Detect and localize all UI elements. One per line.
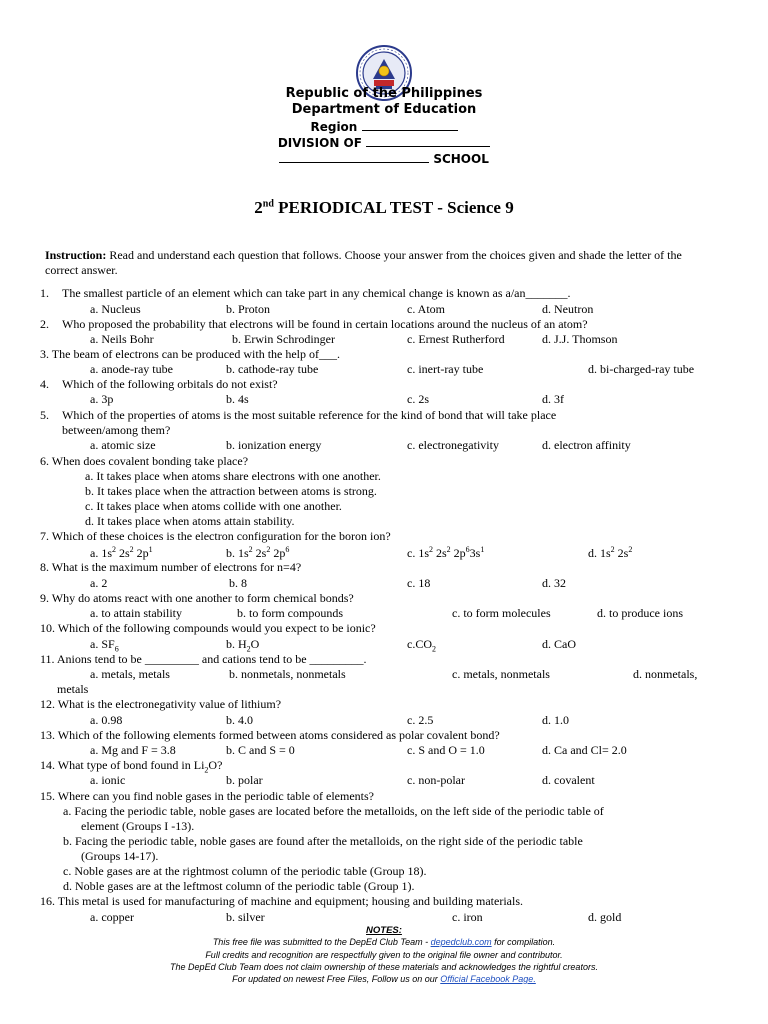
choice-b: b. nonmetals, nonmetals (229, 667, 346, 681)
question-text: 3. The beam of electrons can be produced with the help of___. (40, 347, 341, 361)
notes-line-2: Full credits and recognition are respectfully given to the original file owner and contributor. (205, 950, 563, 960)
choice-a: a. atomic size (90, 438, 156, 452)
question-text: The smallest particle of an element which can take part in any chemical change is known as a/an_______. (62, 286, 571, 300)
instruction (45, 248, 705, 278)
choice-d: d. J.J. Thomson (542, 332, 618, 346)
choice-c: c. electronegativity (407, 438, 499, 452)
choice-a: a. Nucleus (90, 302, 141, 316)
division-label: DIVISION OF (277, 136, 362, 150)
question-text: 10. Which of the following compounds would you expect to be ionic? (40, 621, 376, 635)
choice-b: b. $H_2O$ (226, 637, 260, 654)
depedclub-link[interactable]: depedclub.com (430, 937, 492, 947)
choice-d: d. It takes place when atoms attain stability. (85, 514, 295, 528)
choice-a: a. ionic (90, 773, 126, 787)
choice-c: c. S and O = 1.0 (407, 743, 485, 757)
choice-b: b. Proton (226, 302, 271, 316)
choice-c: c. Ernest Rutherford (407, 332, 505, 346)
choice-b: b. cathode-ray tube (226, 362, 319, 376)
choice-b: b. 4.0 (226, 713, 253, 727)
question-number: 4. (40, 377, 49, 391)
choice-d: d. bi-charged-ray tube (588, 362, 695, 376)
choice-a: a. Neils Bohr (90, 332, 154, 346)
notes-text: for compilation. (491, 937, 556, 947)
question-text: Which of the properties of atoms is the most suitable reference for the kind of bond that will take place (62, 408, 557, 422)
question-text: 11. Anions tend to be _________ and cations tend to be _________. (40, 652, 367, 666)
choice-b: b. It takes place when the attraction between atoms is strong. (85, 484, 377, 498)
instruction-label: Instruction: (45, 248, 107, 262)
choice-d: d. to produce ions (597, 606, 683, 620)
choice-b: b. Erwin Schrodinger (232, 332, 335, 346)
choice-b-continued: (Groups 14-17). (81, 849, 159, 863)
choice-d: d. CaO (542, 637, 576, 651)
choice-c: c. $1s^2$ $2s^2$ $2p^63s^1$ (407, 545, 485, 560)
choice-d: d. 32 (542, 576, 566, 590)
choice-c: c. Noble gases are at the rightmost column of the periodic table (Group 18). (63, 864, 427, 878)
choice-d: d. Noble gases are at the leftmost column of the periodic table (Group 1). (63, 879, 415, 893)
choice-b: b. Facing the periodic table, noble gases are found after the metalloids, on the right side of the periodic table (63, 834, 583, 848)
choice-c: c. 2s (407, 392, 429, 406)
choice-b: b. C and S = 0 (226, 743, 295, 757)
choice-c: c. metals, nonmetals (452, 667, 550, 681)
question-text-part: 14. What type of bond found in Li (40, 758, 205, 772)
choice-b: b. 8 (229, 576, 247, 590)
choice-a: a. anode-ray tube (90, 362, 173, 376)
choice-d: d. 3f (542, 392, 564, 406)
question-text: 15. Where can you find noble gases in the periodic table of elements? (40, 789, 374, 803)
facebook-page-link[interactable]: Official Facebook Page. (440, 974, 536, 984)
question-text: 12. What is the electronegativity value of lithium? (40, 697, 282, 711)
choice-c: c. iron (452, 910, 483, 924)
choice-a-continued: element (Groups I -13). (81, 819, 195, 833)
question-text: 7. Which of these choices is the electron configuration for the boron ion? (40, 529, 391, 543)
choice-a: a. $SF_6$ (90, 637, 119, 654)
choice-a: a. to attain stability (90, 606, 182, 620)
region-line (0, 119, 768, 134)
school-blank (279, 151, 429, 163)
choice-b: b. to form compounds (237, 606, 343, 620)
question-text: 6. When does covalent bonding take place? (40, 454, 249, 468)
choice-c: c. Atom (407, 302, 445, 316)
question-text-part: O? (208, 758, 223, 772)
question-number: 2. (40, 317, 49, 331)
choice-d: d. gold (588, 910, 622, 924)
choice-c: c. to form molecules (452, 606, 551, 620)
question-text: 16. This metal is used for manufacturing of machine and equipment; housing and building materials. (40, 894, 524, 908)
choice-b: b. polar (226, 773, 263, 787)
choice-a: a. copper (90, 910, 134, 924)
title-ordinal-suffix: nd (262, 198, 274, 210)
notes-line-4 (0, 974, 768, 984)
notes-text: This free file was submitted to the DepEd Club Team - (212, 937, 431, 947)
choice-c: $c.CO_2$ (407, 637, 436, 654)
choice-c: c. It takes place when atoms collide with one another. (85, 499, 342, 513)
choice-a: a. 3p (90, 392, 114, 406)
division-line (0, 135, 768, 150)
choice-a: a. 0.98 (90, 713, 123, 727)
department-heading: Department of Education (291, 102, 477, 117)
question-text (40, 758, 222, 777)
notes-heading: NOTES: (366, 925, 402, 936)
choice-c: c. 18 (407, 576, 431, 590)
question-text-continued: between/among them? (62, 423, 171, 437)
region-label: Region (310, 120, 358, 134)
question-text: 8. What is the maximum number of electrons for n=4? (40, 560, 302, 574)
question-text: 9. Why do atoms react with one another to form chemical bonds? (40, 591, 354, 605)
test-title (0, 198, 768, 218)
choice-b: b. 4s (226, 392, 249, 406)
choice-a: a. Facing the periodic table, noble gases are located before the metalloids, on the left side of the periodic table of (63, 804, 604, 818)
notes-line-1 (0, 937, 768, 947)
notes-text: For updated on newest Free Files, Follow us on our (232, 974, 441, 984)
instruction-text: Read and understand each question that follows. Choose your answer from the choices given and shade the letter of the correct answer. (45, 248, 682, 277)
choice-a: a. 2 (90, 576, 108, 590)
question-number: 5. (40, 408, 49, 422)
choice-a: a. It takes place when atoms share electrons with one another. (85, 469, 381, 483)
choice-c: c. non-polar (407, 773, 465, 787)
choice-b: b. ionization energy (226, 438, 322, 452)
question-text: 13. Which of the following elements formed between atoms considered as polar covalent bond? (40, 728, 500, 742)
school-line (0, 151, 768, 166)
choice-d: d. covalent (542, 773, 595, 787)
question-text: Who proposed the probability that electrons will be found in certain locations around the nucleus of an atom? (62, 317, 588, 331)
choice-d: d. Ca and Cl= 2.0 (542, 743, 627, 757)
choice-d: d. Neutron (542, 302, 594, 316)
subscript: 2 (204, 765, 209, 775)
title-ordinal: 2 (254, 198, 263, 217)
question-text: Which of the following orbitals do not exist? (62, 377, 278, 391)
choice-d-continued: metals (57, 682, 89, 696)
choice-a: a. Mg and F = 3.8 (90, 743, 176, 757)
question-number: 1. (40, 286, 49, 300)
choice-c: c. inert-ray tube (407, 362, 484, 376)
republic-heading: Republic of the Philippines (285, 86, 483, 101)
choice-b: b. silver (226, 910, 265, 924)
choice-d: d. nonmetals, (633, 667, 698, 681)
choice-b: b. $1s^2$ $2s^2$ $2p^6$ (226, 545, 290, 560)
choice-d: d. 1.0 (542, 713, 569, 727)
notes-line-3: The DepEd Club Team does not claim ownership of these materials and acknowledges the rightful creators. (170, 962, 598, 972)
choice-a: a. metals, metals (90, 667, 170, 681)
choice-d: d. electron affinity (542, 438, 631, 452)
division-blank (366, 135, 490, 147)
choice-d: d. $1s^2$ $2s^2$ (588, 545, 633, 560)
choice-c: c. 2.5 (407, 713, 434, 727)
school-label: SCHOOL (433, 152, 489, 166)
region-blank (362, 119, 458, 131)
choice-a: a. $1s^2$ $2s^2$ $2p^1$ (90, 545, 153, 560)
title-text: PERIODICAL TEST - Science 9 (278, 198, 514, 217)
